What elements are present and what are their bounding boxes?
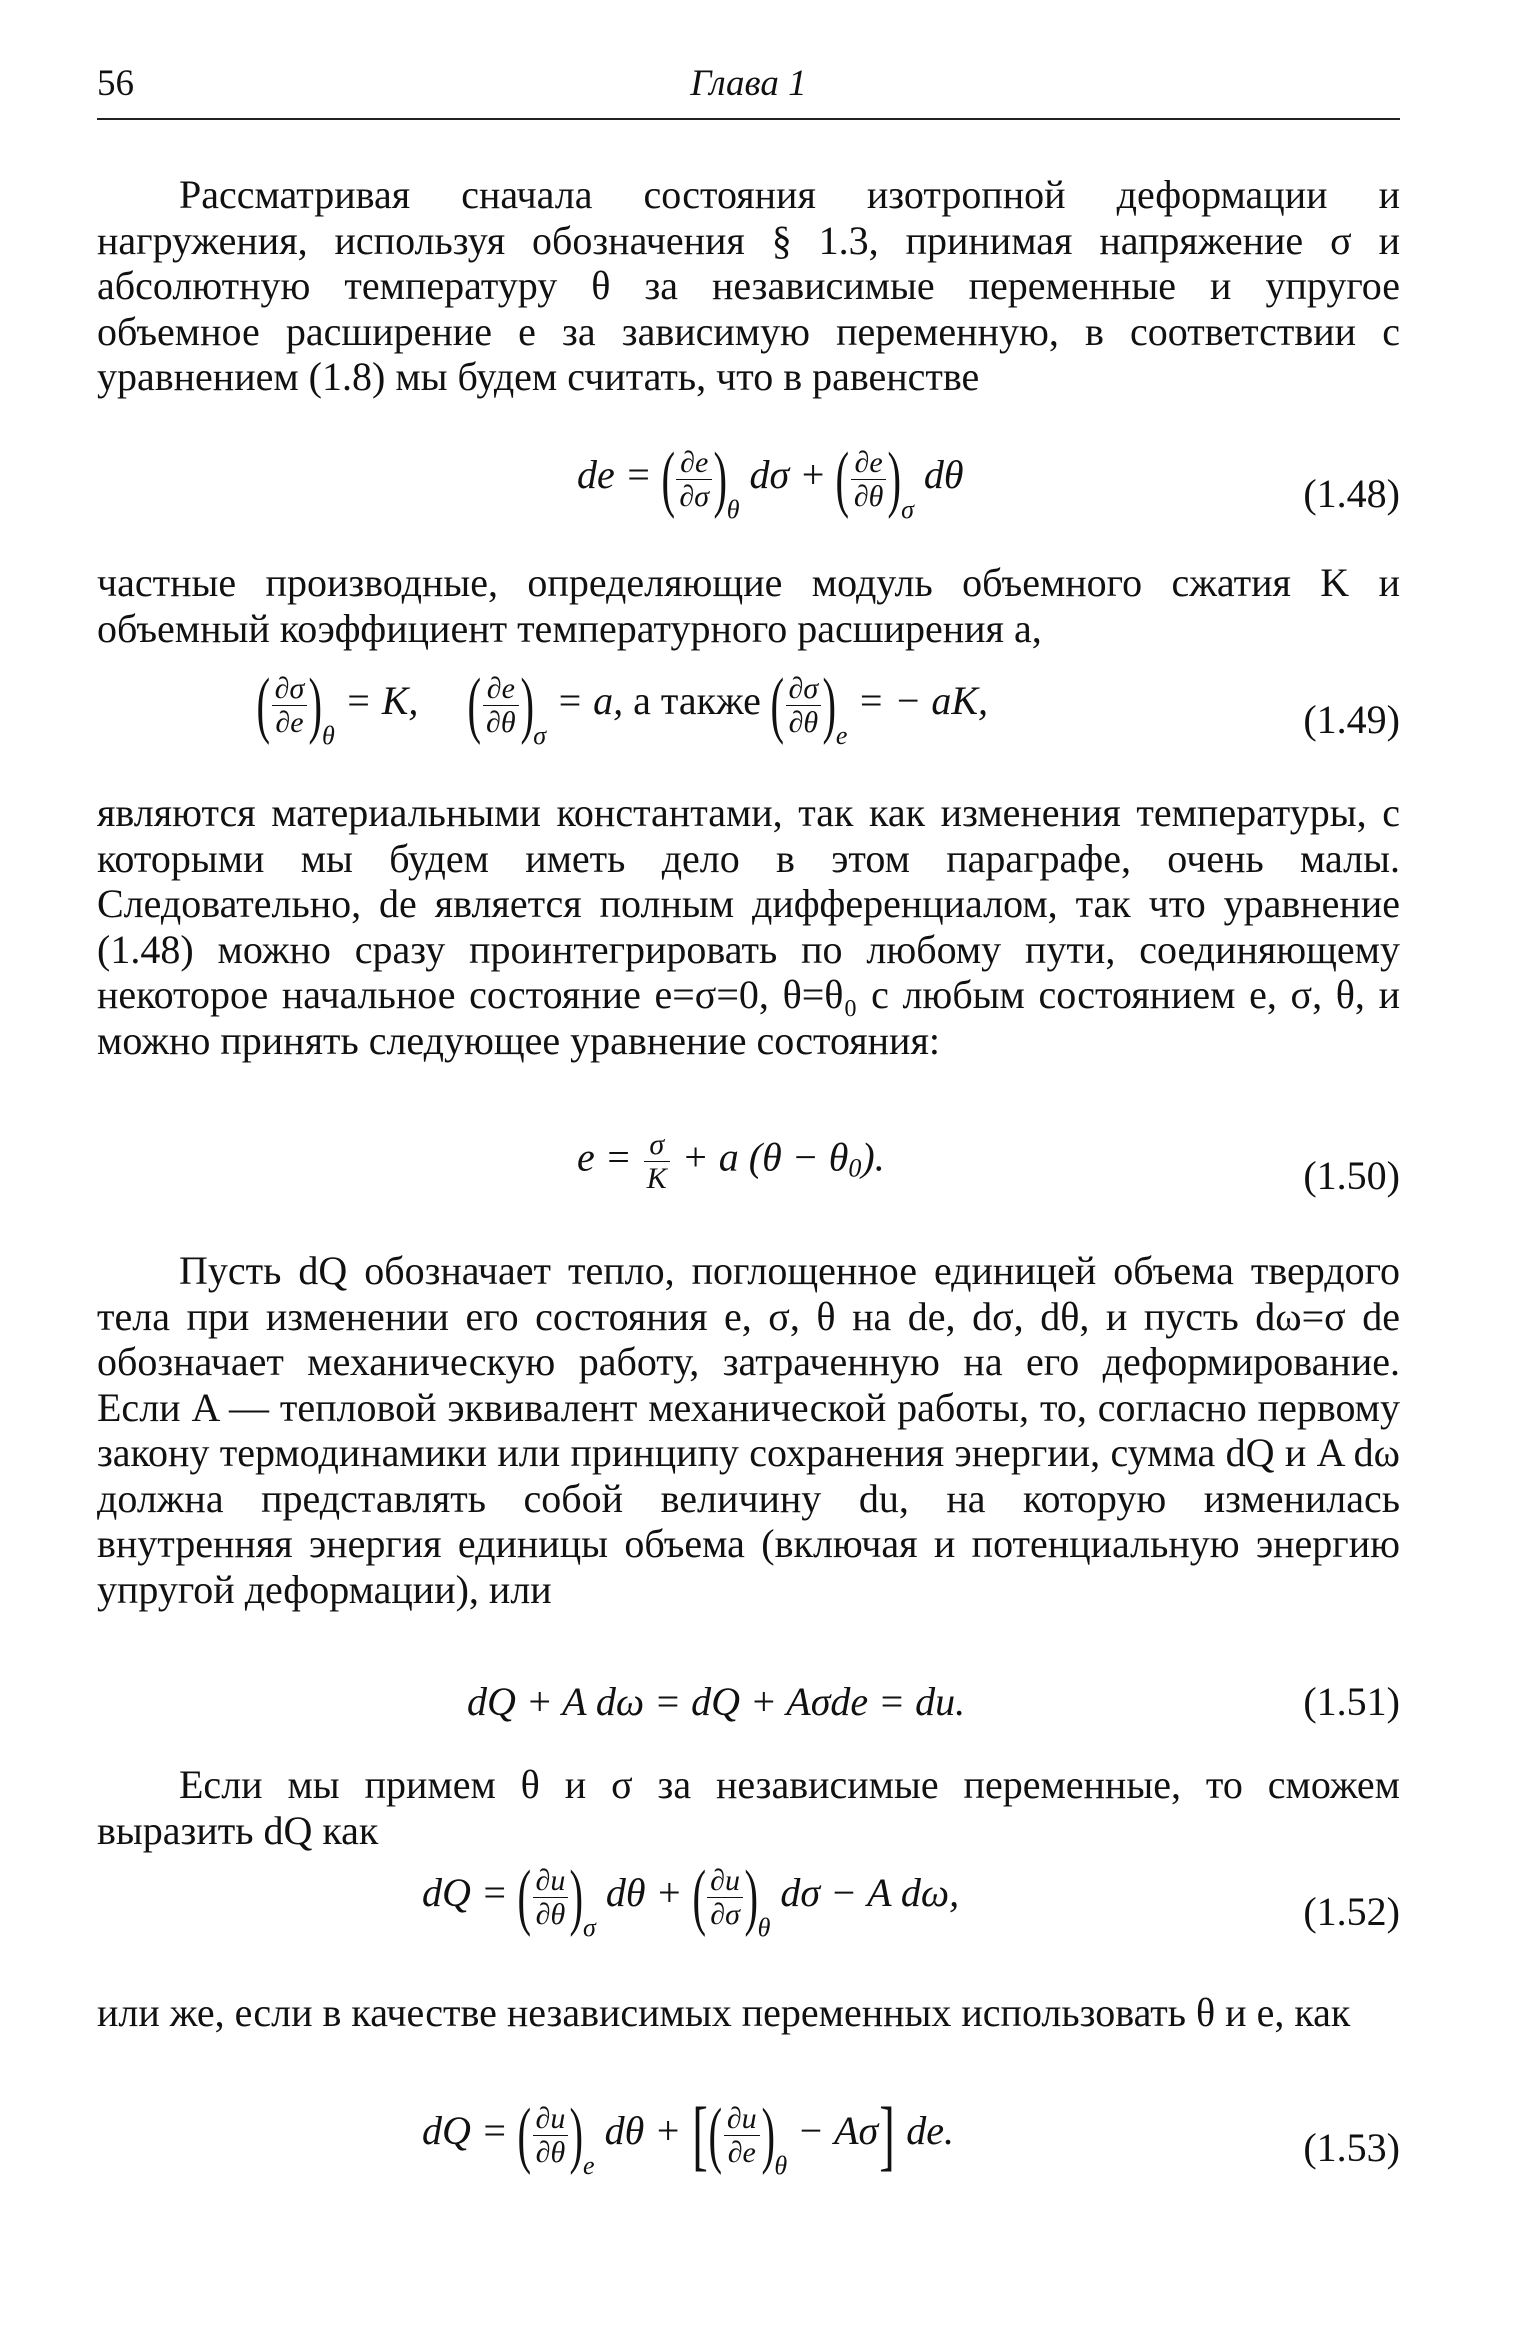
equation-1-50-body: e = $\frac{\sigma}{K}$ + a (θ − θ0). (577, 1128, 885, 1195)
equation-number: (1.51) (1303, 1679, 1400, 1724)
equation-1-53 (97, 2091, 1400, 2206)
paragraph-1: Рассматривая сначала состояния изотропной деформации и нагружения, используя обозначения § 1.3, принимая напряжение σ и абсолютную температуру θ за независимые переменные и упругое объемное расширение e за зависимую переменную, в соответствии с уравнением (1.8) мы будем считать, что в равенстве (97, 172, 1400, 399)
equation-1-50 (97, 1128, 1400, 1228)
equation-1-48-body: de = ( $\frac{\partial e}{\partial\sigma}$ )$_\theta$ dσ + ( $\frac{\partial e}{\partial\theta}$ )$_\sigma$ dθ (577, 438, 964, 525)
page-header (97, 62, 1400, 108)
equation-number: (1.48) (1303, 471, 1400, 516)
text-also: а также (633, 678, 761, 724)
paragraph-6: или же, если в качестве независимых переменных использовать θ и e, как (97, 1990, 1351, 2035)
equation-number: (1.53) (1303, 2125, 1400, 2170)
equation-1-52 (97, 1856, 1400, 1970)
page-number: 56 (97, 63, 134, 104)
equation-number: (1.50) (1303, 1153, 1400, 1198)
equation-1-52-body: dQ = ( $\frac{\partial u}{\partial\theta}$ )$_\sigma$ dθ + ( $\frac{\partial u}{\partial\sigma}$ )$_\theta$ dσ − A dω, (422, 1856, 960, 1943)
equation-number: (1.52) (1303, 1889, 1400, 1934)
equation-1-51-body: dQ + A dω = dQ + Aσde = du. (467, 1679, 966, 1724)
paragraph-3: являются материальными константами, так как изменения температуры, с которыми мы будем иметь дело в этом параграфе, очень малы. Следовательно, de является полным дифференциалом, так что уравнение (1.48) можно сразу проинтегрировать по любому пути, соединяющему некоторое начальное состояние e=σ=0, θ=θ₀ с любым состоянием e, σ, θ, и можно принять следующее уравнение состояния: (97, 790, 1400, 1063)
header-rule (97, 118, 1400, 120)
equation-number: (1.49) (1303, 697, 1400, 742)
equation-1-48 (97, 438, 1400, 552)
running-title: Глава 1 (690, 63, 807, 104)
equation-1-51 (97, 1678, 1400, 1738)
paragraph-4: Пусть dQ обозначает тепло, поглощенное единицей объема твердого тела при изменении его состояния e, σ, θ на de, dσ, dθ, и пусть dω=σ de обозначает механическую работу, затраченную на его деформирование. Если A — тепловой эквивалент механической работы, то, согласно первому закону термодинамики или принципу сохранения энергии, сумма dQ и A dω должна представлять собой величину du, на которую изменилась внутренняя энергия единицы объема (включая и потенциальную энергию упругой деформации), или (97, 1248, 1400, 1612)
equation-1-53-body: dQ = ( $\frac{\partial u}{\partial\theta}$ )$_e$ dθ + [( $\frac{\partial u}{\partial e}$ )$_\theta - A\sigma$] de. (422, 2091, 955, 2181)
paragraph-2: частные производные, определяющие модуль объемного сжатия K и объемный коэффициент температурного расширения a, (97, 560, 1400, 651)
equation-1-49-body: ( $\frac{\partial\sigma}{\partial e}$ )$_\theta = K$, ( $\frac{\partial e}{\partial\theta}$ )$_\sigma = a$, а также ( $\frac{\partial\sigma}{\partial\theta}$ )$_e$ = − aK, (256, 664, 989, 751)
equation-1-49 (97, 664, 1400, 778)
paragraph-5: Если мы примем θ и σ за независимые переменные, то сможем выразить dQ как (97, 1762, 1400, 1853)
